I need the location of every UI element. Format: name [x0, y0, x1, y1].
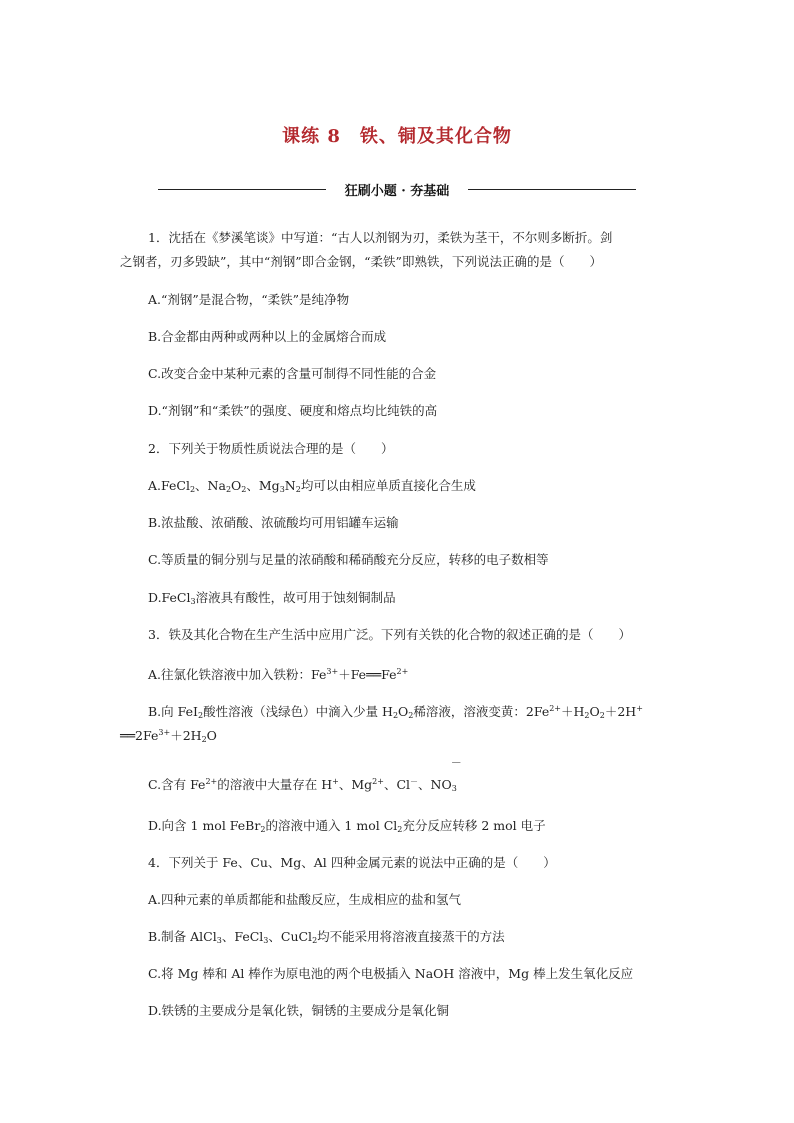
section-label: 狂刷小题 · 夯基础 [344, 184, 450, 199]
question-2-stem: 2．下列关于物质性质说法合理的是（ ） [148, 441, 394, 456]
section-divider-right [468, 189, 636, 190]
question-1-option-d: D.“剂钢”和“柔铁”的强度、硬度和熔点均比纯铁的高 [148, 403, 438, 418]
question-4-option-a: A.四种元素的单质都能和盐酸反应，生成相应的盐和氢气 [148, 892, 462, 907]
question-1-option-b: B.合金都由两种或两种以上的金属熔合而成 [148, 329, 387, 344]
question-3-option-a: A.往氯化铁溶液中加入铁粉：$Fe^{3+}+Fe══Fe^{2+}$ [148, 667, 409, 682]
question-1-option-c: C.改变合金中某种元素的含量可制得不同性能的合金 [148, 366, 437, 381]
question-2-option-c: C.等质量的铜分别与足量的浓硝酸和稀硝酸充分反应，转移的电子数相等 [148, 552, 549, 567]
question-1-option-a: A.“剂钢”是混合物，“柔铁”是纯净物 [148, 292, 350, 307]
question-3-option-b-line2: $══2Fe^{3+}+2H_2O$ [120, 728, 217, 744]
question-4-stem: 4．下列关于 Fe、Cu、Mg、Al 四种金属元素的说法中正确的是（ ） [148, 855, 556, 870]
question-3-option-c: C.含有 $Fe^{2+}$的溶液中大量存在 H+、$Mg^{2+}$、Cl－、$NO_3$ － [148, 772, 457, 799]
question-4-option-c: C.将 Mg 棒和 Al 棒作为原电池的两个电极插入 NaOH 溶液中，Mg 棒上发生氧化反应 [148, 966, 634, 981]
question-2-option-d: D.FeCl$_3$溶液具有酸性，故可用于蚀刻铜制品 [148, 590, 396, 606]
section-divider-left [158, 189, 326, 190]
question-4-option-b: B.制备 AlCl$_3$、FeCl$_3$、CuCl$_2$均不能采用将溶液直接蒸干的方法 [148, 929, 505, 945]
question-4-option-d: D.铁锈的主要成分是氧化铁，铜锈的主要成分是氧化铜 [148, 1003, 450, 1018]
section-header [158, 180, 636, 200]
nitrate-charge-mark: － [450, 756, 462, 769]
question-3-option-d: D.向含 1 mol FeBr$_2$的溶液中通入 1 mol $Cl_2$充分反应转移 2 mol 电子 [148, 818, 546, 834]
question-2-option-a: A.FeCl$_2$、$Na_2O_2$、$Mg_3N_2$均可以由相应单质直接化合生成 [148, 478, 476, 494]
question-2-option-b: B.浓盐酸、浓硝酸、浓硫酸均可用铝罐车运输 [148, 515, 399, 530]
question-1-stem-line1: 1．沈括在《梦溪笔谈》中写道：“古人以剂钢为刃，柔铁为茎干，不尔则多断折。剑 [148, 230, 613, 245]
question-1-stem-line2: 之钢者，刃多毁缺”，其中“剂钢”即合金钢，“柔铁”即熟铁，下列说法正确的是（ ） [120, 254, 602, 269]
question-3-stem: 3．铁及其化合物在生产生活中应用广泛。下列有关铁的化合物的叙述正确的是（ ） [148, 627, 631, 642]
question-3-option-b-line1: B.向 FeI$_2$酸性溶液（浅绿色）中滴入少量 $H_2O_2$稀溶液，溶液变黄：$2Fe^{2+}+H_2O_2+2H^+$ [148, 704, 643, 720]
page-title: 课练 8 铁、铜及其化合物 [282, 126, 512, 147]
